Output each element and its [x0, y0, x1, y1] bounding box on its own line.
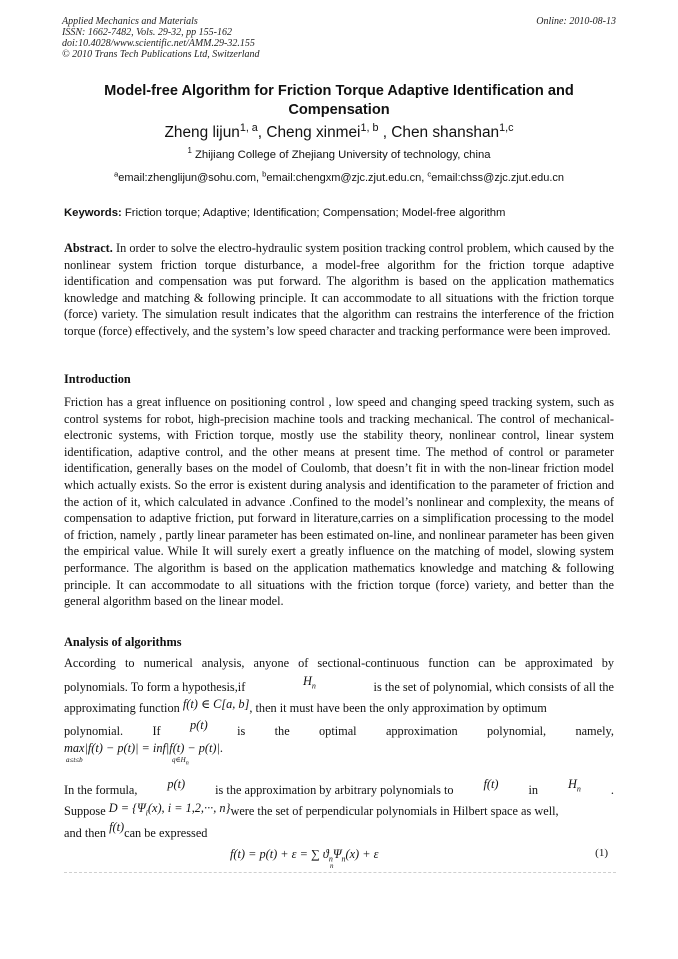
text-run: namely,	[575, 724, 614, 738]
copyright-line: © 2010 Trans Tech Publications Ltd, Switzerland	[62, 49, 260, 60]
affiliation-text: Zhijiang College of Zhejiang University of technology, china	[194, 149, 491, 161]
text-run: If	[152, 724, 161, 738]
email-sup: c	[427, 169, 432, 179]
text-run: is the set of polynomial, which consists of all the	[373, 680, 614, 694]
math-symbol: H	[568, 777, 577, 791]
text-run: .	[219, 741, 223, 755]
text-run: approximation	[385, 724, 458, 738]
math-sub: n	[576, 784, 581, 794]
email-link[interactable]: email:zhenglijun@sohu.com,	[118, 172, 260, 184]
page-divider	[64, 872, 616, 873]
math-expression: f(t)	[483, 777, 499, 791]
text-run: is	[237, 724, 246, 738]
abstract	[64, 240, 614, 340]
paper-title: Model-free Algorithm for Friction Torque Adaptive Identification and Compensation	[104, 83, 574, 118]
text-run: and then	[64, 826, 107, 840]
section-heading: Analysis of algorithms	[64, 635, 182, 649]
author-sup: 1,c	[499, 121, 514, 134]
introduction-text: Friction has a great influence on positioning control , low speed and changing speed tracking system, such as control systems for robot, high-precision machine tools and tracking mechanical. The control of mechanical-electronic systems, with Friction torque, mostly use the stability theory, nonlinear control, linear system identification, adaptive control, and the other means at present time. The method of control or parameter identification, generally bases on the model of Coulomb, that doesn’t fit in with the non-linear friction model which actually exists. So the error is existent during analysis and identification to the parameter of friction and the action of it, which calculated in advance .Confined to the model’s nonlinear and complexity, the means of compensation to adaptive friction, put forward in literature,carries on a simplification processing to the model of friction, namely , partly linear parameter has been estimated on-line, and nonlinear parameter has been given the empirical value. While It will surely exert a greatly influence on the matching of model, slowing system performance. The algorithm is based on the application mathematics knowledge and matching & following principle. It can accommodate to all situations with the friction torque (force) variety, and better than the general algorithm based on the linear model.	[64, 395, 614, 609]
math-sub: n	[341, 854, 346, 864]
math-part: (x), i = 1,2,···, n}	[147, 801, 231, 815]
math-expression	[108, 801, 231, 818]
text-run: approximating function	[64, 701, 180, 715]
abstract-text: In order to solve the electro-hydraulic system position tracking control problem, which caused by the nonlinear system friction torque disturbance, a model-free algorithm for the friction torque adaptive identification and compensation was put forward. The algorithm is based on the application mathematics knowledge and matching & following principle. It can accommodate to all situations with the friction torque (force) variety. The simulation result indicates that the algorithm can restrains the interference of the friction torque (force) effectively, and the system’s low speed character and tracking performance were been improved.	[64, 241, 615, 338]
math-part: Ψ	[332, 847, 342, 861]
math-hn	[568, 777, 581, 793]
abstract-label: Abstract.	[64, 241, 113, 255]
math-sub: n	[185, 760, 189, 767]
online-date: Online: 2010-08-13	[536, 16, 616, 27]
equation-body	[230, 847, 378, 863]
author-name: Chen shanshan	[391, 124, 500, 141]
analysis-line-2	[64, 674, 614, 696]
author-sup: 1, a	[239, 121, 258, 134]
math-sub: q∈H	[172, 756, 186, 764]
keywords-text: Friction torque; Adaptive; Identification; Compensation; Model-free algorithm	[124, 207, 506, 219]
author-name: Cheng xinmei	[266, 124, 361, 141]
text-run: polynomial,	[487, 724, 547, 738]
analysis-line-8	[64, 820, 614, 841]
math-part: (x) + ε	[345, 847, 379, 861]
email-sup: b	[262, 169, 267, 179]
author-name: Zheng lijun	[164, 124, 240, 141]
email-link[interactable]: email:chengxm@zjc.zjut.edu.cn,	[266, 172, 425, 184]
text-run: the	[274, 724, 290, 738]
text-run: polynomial.	[64, 724, 124, 738]
text-run: can be expressed	[124, 826, 208, 840]
math-expression: max|f(t) − p(t)| = inf|f(t) − p(t)|	[64, 741, 220, 755]
email-sup: a	[113, 169, 119, 179]
text-run: , then it must have been the only approximation by optimum	[249, 701, 547, 715]
analysis-line-7	[64, 801, 614, 820]
email-link[interactable]: email:chss@zjc.zjut.edu.cn	[431, 172, 565, 184]
analysis-line-6	[64, 777, 614, 799]
math-sub	[172, 756, 189, 766]
text-run: polynomials. To form a hypothesis,if	[64, 680, 246, 694]
affiliation	[64, 146, 614, 161]
equation-number: (1)	[595, 847, 608, 859]
author-list: Zheng lijun$^{1, a}$, Cheng xinmei$^{1, b}$ , Chen shanshan$^{1,c}$	[164, 121, 514, 141]
math-sub: i	[145, 808, 148, 818]
text-run: Suppose	[64, 804, 106, 818]
doi-line: doi:10.4028/www.scientific.net/AMM.29-32.155	[62, 38, 255, 49]
keywords	[64, 207, 616, 219]
author-sup: 1, b	[360, 121, 379, 134]
analysis-line-3	[64, 697, 614, 716]
math-part: D = {Ψ	[108, 801, 146, 815]
text-run: were the set of perpendicular polynomials in Hilbert space as well,	[230, 804, 559, 818]
email-line	[60, 169, 618, 184]
journal-name: Applied Mechanics and Materials	[62, 16, 198, 27]
keywords-label: Keywords:	[64, 207, 122, 219]
analysis-line-1: According to numerical analysis, anyone of sectional-continuous function can be approximated by	[64, 656, 614, 670]
math-sub: n	[328, 854, 333, 864]
journal-header	[62, 16, 616, 60]
text-run: In the formula,	[64, 783, 138, 797]
text-run: is the approximation by arbitrary polynomials to	[215, 783, 454, 797]
text-run: .	[610, 783, 614, 797]
math-expression: p(t)	[167, 777, 186, 791]
analysis-line-4	[64, 718, 614, 739]
text-run: in	[528, 783, 539, 797]
math-symbol: H	[302, 674, 312, 688]
math-sub: a≤t≤b	[66, 756, 83, 764]
math-sub: n	[311, 681, 316, 691]
issn-line: ISSN: 1662-7482, Vols. 29-32, pp 155-162	[62, 27, 232, 38]
math-hn	[303, 674, 316, 690]
math-expression: p(t)	[189, 718, 208, 732]
math-part: f(t) = p(t) + ε = ∑ ϑ	[230, 847, 329, 861]
section-heading: Introduction	[64, 372, 131, 386]
math-expression: f(t)	[109, 820, 125, 834]
affiliation-sup: 1	[187, 146, 192, 156]
text-run: optimal	[319, 724, 357, 738]
math-expression: f(t) ∈ C[a, b]	[182, 697, 250, 711]
math-sub: n	[330, 862, 334, 870]
